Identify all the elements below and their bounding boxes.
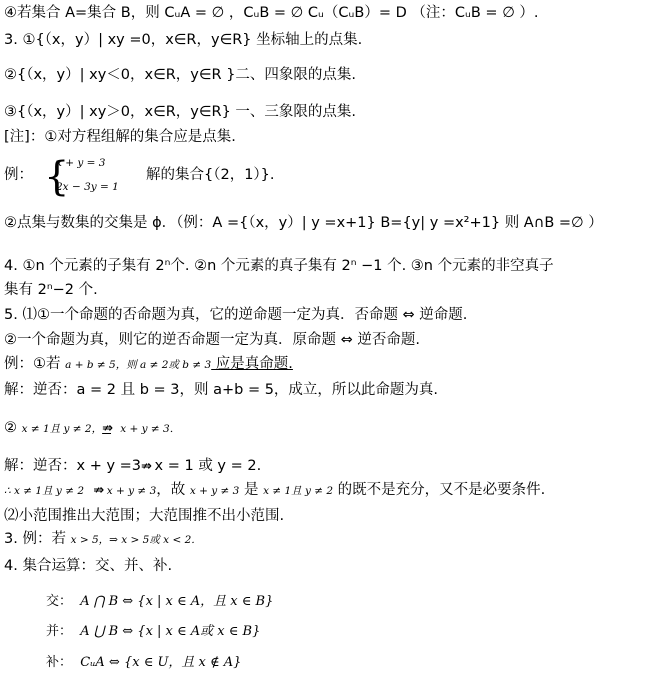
- system-equation-2: 2x − 3y = 1: [56, 181, 119, 193]
- line-range-inference: ⑵小范围推出大范围；大范围推不出小范围.: [4, 508, 285, 524]
- line-quadrant-1-3: ③{（x，y）| xy＞0，x∈R，y∈R} 一、三象限的点集.: [4, 104, 357, 120]
- system-brace: {: [44, 154, 70, 200]
- line-example-true-proposition: [4, 355, 293, 374]
- example2-prefix: ②: [4, 420, 22, 436]
- example-label: 例：: [4, 167, 33, 183]
- op-intersection: [46, 590, 273, 609]
- example2-condition: x ≠ 1且 y ≠ 2，: [21, 423, 103, 435]
- example3-prefix: 3. 例：若: [4, 531, 71, 547]
- op-union-expr: A ⋃ B ⇔ {x | x ∈ A或 x ∈ B}: [80, 624, 261, 639]
- example-condition: a + b ≠ 5，则 a ≠ 2或 b ≠ 3: [65, 359, 212, 371]
- conclusion-text1: ，故: [156, 482, 190, 498]
- line-solution-2: [4, 457, 261, 476]
- line-note-point-set: [注]：①对方程组解的集合应是点集.: [4, 129, 236, 145]
- example2-conclusion: x + y ≠ 3．: [120, 423, 181, 435]
- line-contrapositive-solution: 解：逆否：a = 2 且 b = 3，则 a+b = 5，成立，所以此命题为真.: [4, 382, 439, 398]
- not-implies-arrow-icon: ⇏: [141, 459, 150, 474]
- line-conclusion-neither: [4, 481, 545, 500]
- not-implies-arrow-icon: ⇏: [93, 483, 103, 498]
- conclusion-cond2: x + y ≠ 3: [106, 485, 157, 497]
- solution2-b: x = 1 或 y = 2.: [149, 458, 262, 474]
- line-quadrant-2-4: ②{（x，y）| xy＜0，x∈R，y∈R }二、四象限的点集.: [4, 67, 357, 83]
- op-complement-expr: CᵤA ⇔ {x ∈ U，且 x ∉ A}: [80, 655, 242, 670]
- system-solution-text: 解的集合{（2，1）}.: [146, 167, 275, 183]
- line-subset-counts-cont: 集有 2ⁿ−2 个.: [4, 282, 98, 298]
- line-contrapositive: ②一个命题为真，则它的逆否命题一定为真．原命题 ⇔ 逆否命题.: [4, 332, 420, 348]
- op-complement-label: 补：: [46, 655, 73, 670]
- conclusion-text2: 是: [239, 482, 264, 498]
- example-prefix: 例：①若: [4, 356, 66, 372]
- conclusion-cond3: x + y ≠ 3: [189, 485, 240, 497]
- solution2-a: 解：逆否：x + y =3: [4, 458, 142, 474]
- line-set-operations: 4. 集合运算：交、并、补.: [4, 558, 173, 574]
- line-example-2: [4, 419, 180, 438]
- example-suffix: 应是真命题.: [211, 356, 293, 372]
- system-equation-1: x + y = 3: [56, 157, 106, 169]
- line-set-equal-complement: ④若集合 A=集合 B，则 CᵤA = ∅ ，CᵤB = ∅ Cᵤ（CᵤB）= D （注：CᵤB = ∅ ）.: [4, 5, 539, 21]
- op-union-label: 并：: [46, 624, 73, 639]
- line-negation-converse: 5. ⑴①一个命题的否命题为真，它的逆命题一定为真．否命题 ⇔ 逆命题.: [4, 307, 468, 323]
- conclusion-text3: 的既不是充分，又不是必要条件.: [333, 482, 546, 498]
- line-axes-point-set: 3. ①{（x，y）| xy =0，x∈R，y∈R} 坐标轴上的点集.: [4, 32, 363, 48]
- op-union: [46, 620, 260, 639]
- not-implies-arrow-icon: ⇏: [102, 421, 112, 436]
- op-complement: [46, 651, 241, 670]
- line-subset-counts: 4. ①n 个元素的子集有 2ⁿ个. ②n 个元素的真子集有 2ⁿ −1 个. ③n 个元素的非空真子: [4, 258, 554, 274]
- conclusion-cond1: ∴ x ≠ 1且 y ≠ 2: [4, 485, 85, 497]
- op-intersection-expr: A ⋂ B ⇔ {x | x ∈ A，且 x ∈ B}: [80, 594, 274, 609]
- example3-math: x > 5，⇒ x > 5或 x < 2．: [70, 534, 202, 546]
- conclusion-cond4: x ≠ 1且 y ≠ 2: [263, 485, 334, 497]
- op-intersection-label: 交：: [46, 594, 73, 609]
- line-point-set-intersection: ②点集与数集的交集是 ϕ．（例：A ={（x，y）| y =x+1} B={y| y =x²+1} 则 A∩B =∅ ）: [4, 215, 603, 231]
- line-example-3: [4, 530, 202, 549]
